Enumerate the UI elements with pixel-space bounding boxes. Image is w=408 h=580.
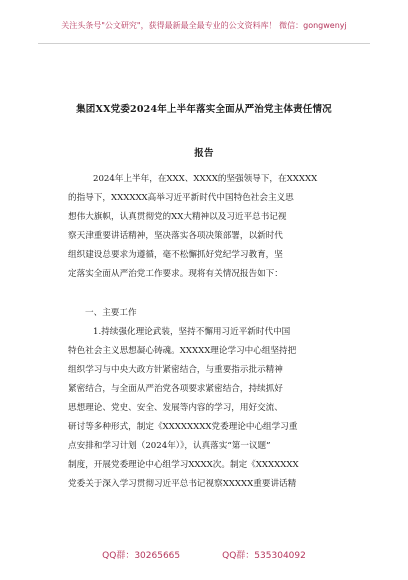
paragraph-line: 察天津重要讲话精神，坚决落实各项决策部署，以新时代 — [68, 231, 283, 241]
paragraph-line: 紧密结合，与全面从严治党各项要求紧密结合，持续抓好 — [68, 384, 283, 394]
paragraph-line: 制度，开展党委理论中心组学习XXXX次。制定《XXXXXXX — [68, 460, 299, 470]
paragraph-line: 组织学习与中央大政方针紧密结合，与重要指示批示精神 — [68, 365, 283, 375]
paragraph-line: 定落实全面从严治党工作要求。现将有关情况报告如下： — [68, 269, 283, 279]
document-title: 集团XX党委2024年上半年落实全面从严治党主体责任情况 — [76, 104, 332, 115]
header-banner: 关注头条号"公文研究"，获得最新最全最专业的公文资料库！ 微信：gongwenyj — [61, 21, 347, 30]
section-heading-text: 一、主要工作 — [85, 308, 137, 318]
paragraph-line: 2024年上半年，在XXX、XXXX的坚强领导下，在XXXXX — [93, 174, 318, 184]
qq-group-2: QQ群：535304092 — [222, 551, 306, 561]
footer-contacts — [0, 548, 408, 561]
paragraph-line: 特色社会主义思想凝心铸魂。XXXXX理论学习中心组坚持把 — [68, 346, 297, 356]
qq-group-1: QQ群：30265665 — [102, 551, 181, 561]
paragraph-line: 思想理论、党史、安全、发展等内容的学习，用好交流、 — [68, 403, 283, 413]
paragraph-line: 党委关于深入学习贯彻习近平总书记视察XXXXX重要讲话精 — [68, 479, 297, 489]
paragraph-line: 想伟大旗帜，认真贯彻党的XX大精神以及习近平总书记视 — [68, 212, 287, 222]
section-heading — [68, 304, 360, 323]
intro-paragraph — [68, 170, 360, 284]
paragraph-line: 点安排和学习计划（2024年）》，认真落实“第一议题” — [68, 441, 271, 451]
paragraph-line: 1.持续强化理论武装，坚持不懈用习近平新时代中国 — [93, 327, 291, 337]
work-paragraph-1 — [68, 323, 360, 494]
paragraph-line: 研讨等多种形式，制定《XXXXXXXX党委理论中心组学习重 — [68, 422, 298, 432]
header-divider — [38, 43, 370, 44]
document-title-continued: 报告 — [194, 148, 214, 159]
paragraph-line: 组织建设总要求为遵循，毫不松懈抓好党纪学习教育，坚 — [68, 250, 283, 260]
paragraph-line: 的指导下，XXXXXX高举习近平新时代中国特色社会主义思 — [68, 193, 294, 203]
